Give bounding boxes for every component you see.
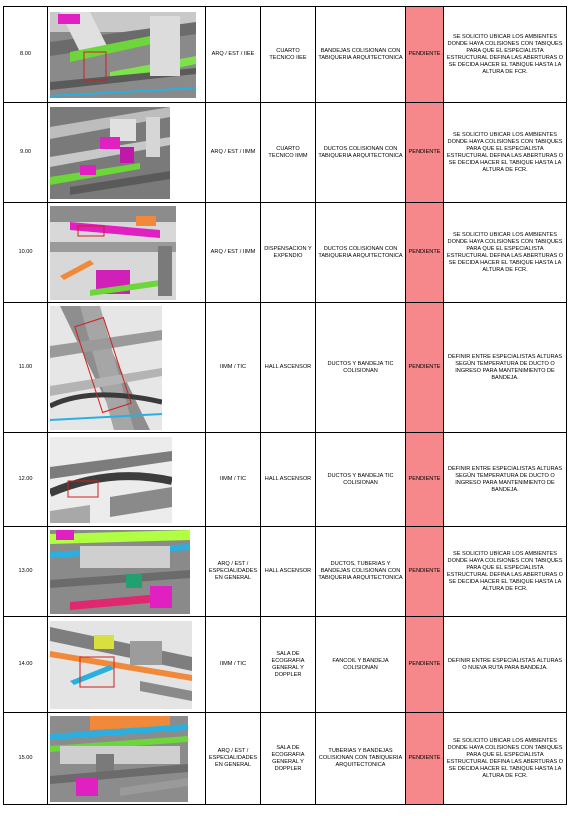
clash-screenshot	[48, 103, 206, 203]
table-row	[4, 433, 567, 527]
observation: SE SOLICITO UBICAR LOS AMBIENTES DONDE HAYA COLISIONES CON TABIQUES PARA QUE EL ESPECIALISTA ESTRUCTURAL DEFINA LAS ABERTURAS O SE DECIDA HACER EL TABIQUE HASTA LA ALTURA DE FCR.	[444, 527, 567, 617]
status-badge: PENDIENTE	[406, 303, 444, 433]
clash-3d-view	[50, 716, 203, 802]
specialties: IIMM / TIC	[206, 433, 261, 527]
item-number: 8.00	[4, 7, 48, 103]
specialties: IIMM / TIC	[206, 617, 261, 713]
table-row	[4, 617, 567, 713]
description: DUCTOS, TUBERIAS Y BANDEJAS COLISIONAN CON TABIQUERIA ARQUITECTONICA	[316, 527, 406, 617]
description: FANCOIL Y BANDEJA COLISIONAN	[316, 617, 406, 713]
item-number: 9.00	[4, 103, 48, 203]
location: DISPENSACION Y EXPENDIO	[261, 203, 316, 303]
clash-3d-view	[50, 621, 203, 709]
status-badge: PENDIENTE	[406, 7, 444, 103]
specialties: IIMM / TIC	[206, 303, 261, 433]
table-row	[4, 103, 567, 203]
item-number: 15.00	[4, 713, 48, 805]
observation: DEFINIR ENTRE ESPECIALISTAS ALTURAS SEGÚN TEMPERATURA DE DUCTO O INGRESO PARA MANTENIMIENTO DE BANDEJA.	[444, 433, 567, 527]
clash-screenshot	[48, 303, 206, 433]
clash-3d-view	[50, 107, 203, 199]
specialties: ARQ / EST / IIMM	[206, 203, 261, 303]
location: HALL ASCENSOR	[261, 433, 316, 527]
status-badge: PENDIENTE	[406, 203, 444, 303]
observation: SE SOLICITO UBICAR LOS AMBIENTES DONDE HAYA COLISIONES CON TABIQUES PARA QUE EL ESPECIALISTA ESTRUCTURAL DEFINA LAS ABERTURAS O SE DECIDA HACER EL TABIQUE HASTA LA ALTURA DE FCR.	[444, 713, 567, 805]
clash-report-table	[3, 6, 567, 805]
clash-screenshot	[48, 203, 206, 303]
location: SALA DE ECOGRAFIA GENERAL Y DOPPLER	[261, 617, 316, 713]
table-row	[4, 713, 567, 805]
table-row	[4, 527, 567, 617]
item-number: 12.00	[4, 433, 48, 527]
item-number: 10.00	[4, 203, 48, 303]
status-badge: PENDIENTE	[406, 713, 444, 805]
table-row	[4, 7, 567, 103]
clash-3d-view	[50, 530, 203, 614]
description: BANDEJAS COLISIONAN CON TABIQUERIA ARQUITECTONICA	[316, 7, 406, 103]
clash-screenshot	[48, 617, 206, 713]
location: CUARTO TECNICO IIMM	[261, 103, 316, 203]
description: TUBERIAS Y BANDEJAS COLISIONAN CON TABIQUERIA ARQUITECTONICA	[316, 713, 406, 805]
clash-3d-view	[50, 437, 203, 523]
specialties: ARQ / EST / IIMM	[206, 103, 261, 203]
location: SALA DE ECOGRAFIA GENERAL Y DOPPLER	[261, 713, 316, 805]
location: HALL ASCENSOR	[261, 527, 316, 617]
clash-screenshot	[48, 7, 206, 103]
table-row	[4, 303, 567, 433]
description: DUCTOS COLISIONAN CON TABIQUERIA ARQUITECTONICA	[316, 103, 406, 203]
status-badge: PENDIENTE	[406, 103, 444, 203]
specialties: ARQ / EST / IIEE	[206, 7, 261, 103]
specialties: ARQ / EST / ESPECIALIDADES EN GENERAL	[206, 527, 261, 617]
observation: DEFINIR ENTRE ESPECIALISTAS ALTURAS SEGÚN TEMPERATURA DE DUCTO O INGRESO PARA MANTENIMIENTO DE BANDEJA.	[444, 303, 567, 433]
clash-screenshot	[48, 433, 206, 527]
specialties: ARQ / EST / ESPECIALIDADES EN GENERAL	[206, 713, 261, 805]
clash-3d-view	[50, 306, 203, 430]
table-row	[4, 203, 567, 303]
description: DUCTOS Y BANDEJA TIC COLISIONAN	[316, 303, 406, 433]
observation: SE SOLICITO UBICAR LOS AMBIENTES DONDE HAYA COLISIONES CON TABIQUES PARA QUE EL ESPECIALISTA ESTRUCTURAL DEFINA LAS ABERTURAS O SE DECIDA HACER EL TABIQUE HASTA LA ALTURA DE FCR.	[444, 7, 567, 103]
clash-screenshot	[48, 527, 206, 617]
description: DUCTOS COLISIONAN CON TABIQUERIA ARQUITECTONICA	[316, 203, 406, 303]
status-badge: PENDIENTE	[406, 433, 444, 527]
location: CUARTO TECNICO IIEE	[261, 7, 316, 103]
observation: SE SOLICITO UBICAR LOS AMBIENTES DONDE HAYA COLISIONES CON TABIQUES PARA QUE EL ESPECIALISTA ESTRUCTURAL DEFINA LAS ABERTURAS O SE DECIDA HACER EL TABIQUE HASTA LA ALTURA DE FCR.	[444, 203, 567, 303]
observation: SE SOLICITO UBICAR LOS AMBIENTES DONDE HAYA COLISIONES CON TABIQUES PARA QUE EL ESPECIALISTA ESTRUCTURAL DEFINA LAS ABERTURAS O SE DECIDA HACER EL TABIQUE HASTA LA ALTURA DE FCR.	[444, 103, 567, 203]
item-number: 13.00	[4, 527, 48, 617]
clash-screenshot	[48, 713, 206, 805]
item-number: 11.00	[4, 303, 48, 433]
description: DUCTOS Y BANDEJA TIC COLISIONAN	[316, 433, 406, 527]
clash-3d-view	[50, 12, 203, 98]
item-number: 14.00	[4, 617, 48, 713]
clash-3d-view	[50, 206, 203, 300]
status-badge: PENDIENTE	[406, 617, 444, 713]
location: HALL ASCENSOR	[261, 303, 316, 433]
status-badge: PENDIENTE	[406, 527, 444, 617]
observation: DEFINIR ENTRE ESPECIALISTAS ALTURAS O NUEVA RUTA PARA BANDEJA.	[444, 617, 567, 713]
